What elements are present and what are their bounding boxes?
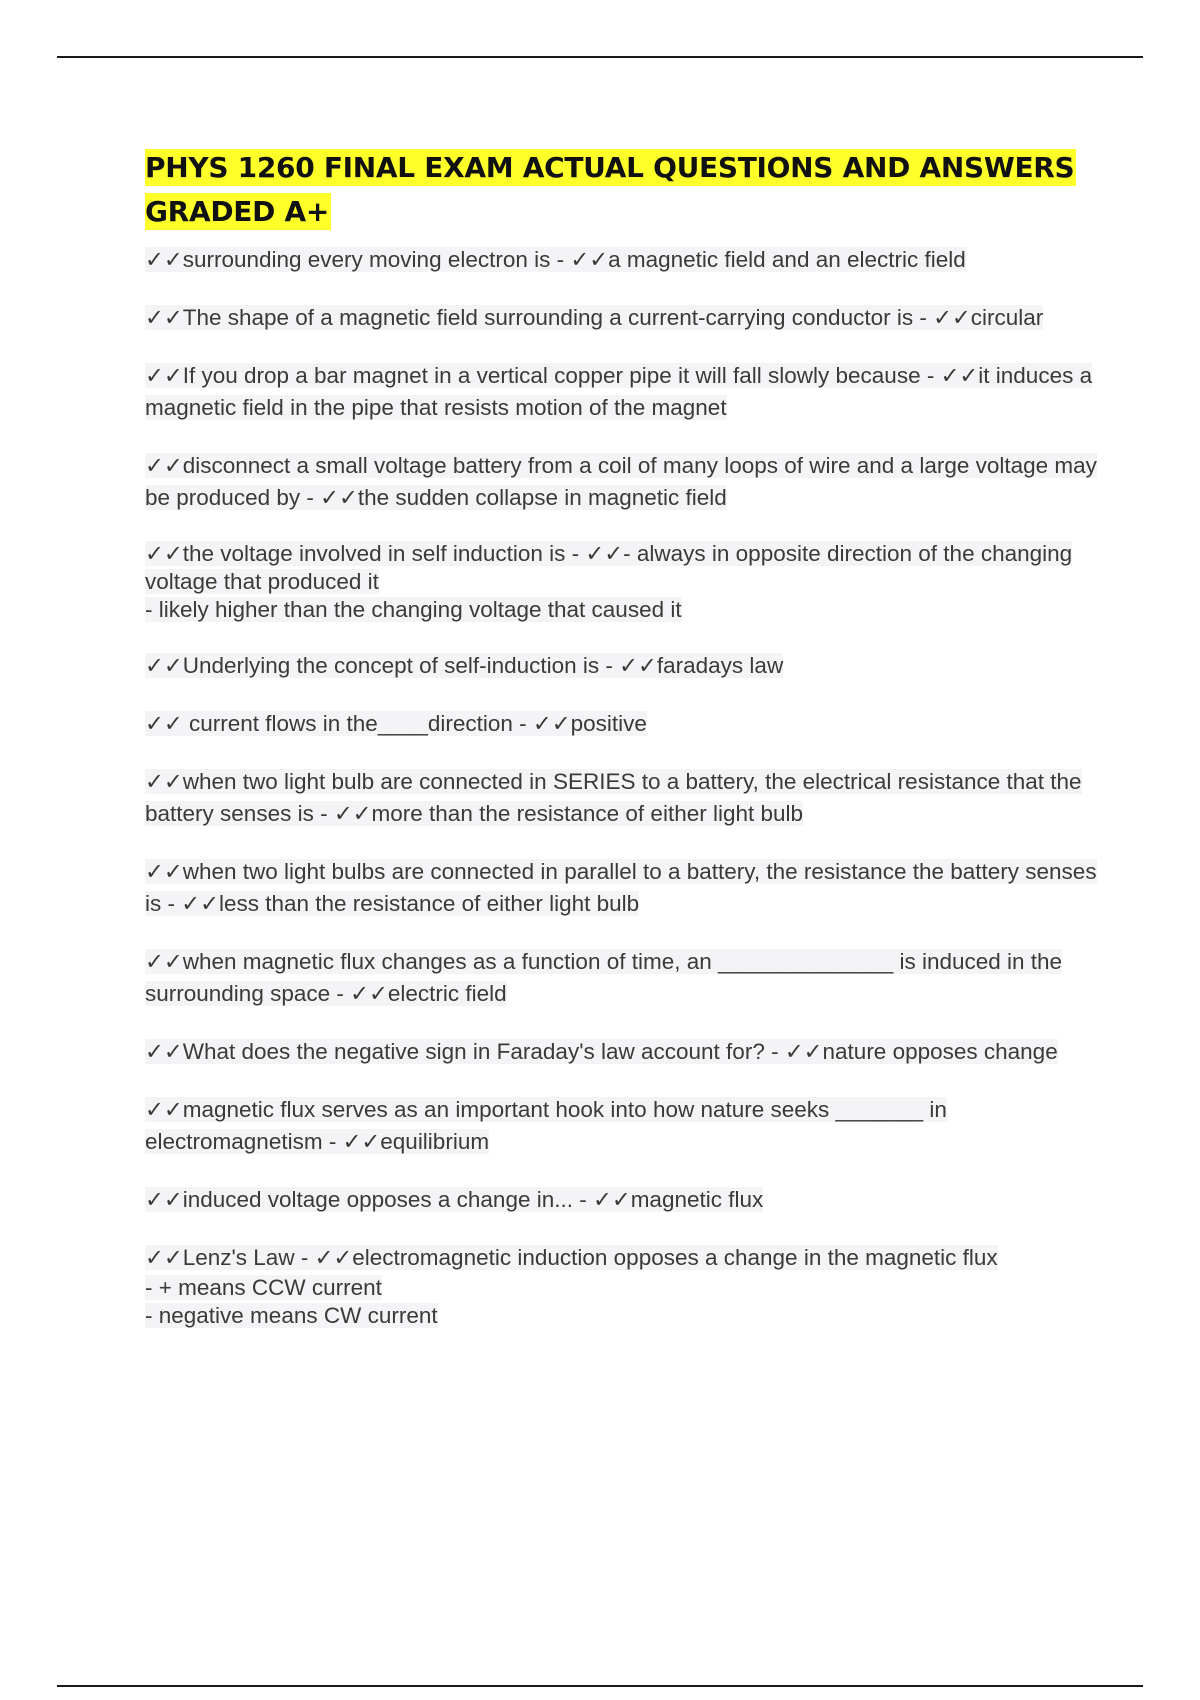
qa-item <box>145 1242 1105 1330</box>
qa-item <box>145 302 1105 334</box>
qa-item <box>145 360 1105 424</box>
qa-text: ✓✓The shape of a magnetic field surrounding a current-carrying conductor is - ✓✓circular <box>145 305 1044 330</box>
qa-subline: - + means CCW current <box>145 1275 382 1300</box>
qa-text: ✓✓when two light bulb are connected in SERIES to a battery, the electrical resistance that the battery senses is - ✓✓more than the resistance of either light bulb <box>145 769 1082 826</box>
qa-text: ✓✓surrounding every moving electron is - ✓✓a magnetic field and an electric field <box>145 247 966 272</box>
qa-item <box>145 540 1105 624</box>
top-rule <box>57 56 1143 58</box>
qa-item <box>145 450 1105 514</box>
qa-text: ✓✓magnetic flux serves as an important hook into how nature seeks _______ in electromagnetism - ✓✓equilibrium <box>145 1097 947 1154</box>
qa-item <box>145 244 1105 276</box>
qa-text: ✓✓If you drop a bar magnet in a vertical copper pipe it will fall slowly because - ✓✓it induces a magnetic field in the pipe that resists motion of the magnet <box>145 363 1093 420</box>
qa-text: ✓✓the voltage involved in self induction is - ✓✓- always in opposite direction of the changing voltage that produced it <box>145 541 1073 594</box>
qa-text: ✓✓induced voltage opposes a change in... - ✓✓magnetic flux <box>145 1187 764 1212</box>
document-title: PHYS 1260 FINAL EXAM ACTUAL QUESTIONS AND ANSWERS GRADED A+ <box>145 151 1075 228</box>
document-body <box>145 146 1105 1356</box>
qa-item <box>145 946 1105 1010</box>
qa-item <box>145 1036 1105 1068</box>
qa-item <box>145 1094 1105 1158</box>
qa-text: ✓✓ current flows in the____direction - ✓✓positive <box>145 711 647 736</box>
qa-text: ✓✓Underlying the concept of self-induction is - ✓✓faradays law <box>145 653 784 678</box>
qa-item <box>145 1184 1105 1216</box>
qa-text: ✓✓when magnetic flux changes as a function of time, an ______________ is induced in the surrounding space - ✓✓electric field <box>145 949 1063 1006</box>
qa-subline: - likely higher than the changing voltage that caused it <box>145 597 682 622</box>
bottom-rule <box>57 1685 1143 1687</box>
qa-item <box>145 766 1105 830</box>
qa-subline: - negative means CW current <box>145 1303 438 1328</box>
qa-text: ✓✓Lenz's Law - ✓✓electromagnetic induction opposes a change in the magnetic flux <box>145 1245 998 1270</box>
qa-item <box>145 650 1105 682</box>
qa-text: ✓✓disconnect a small voltage battery from a coil of many loops of wire and a large voltage may be produced by - ✓✓the sudden collapse in magnetic field <box>145 453 1097 510</box>
qa-item <box>145 708 1105 740</box>
qa-item <box>145 856 1105 920</box>
qa-text: ✓✓What does the negative sign in Faraday's law account for? - ✓✓nature opposes change <box>145 1039 1058 1064</box>
qa-text: ✓✓when two light bulbs are connected in parallel to a battery, the resistance the battery senses is - ✓✓less than the resistance of either light bulb <box>145 859 1097 916</box>
